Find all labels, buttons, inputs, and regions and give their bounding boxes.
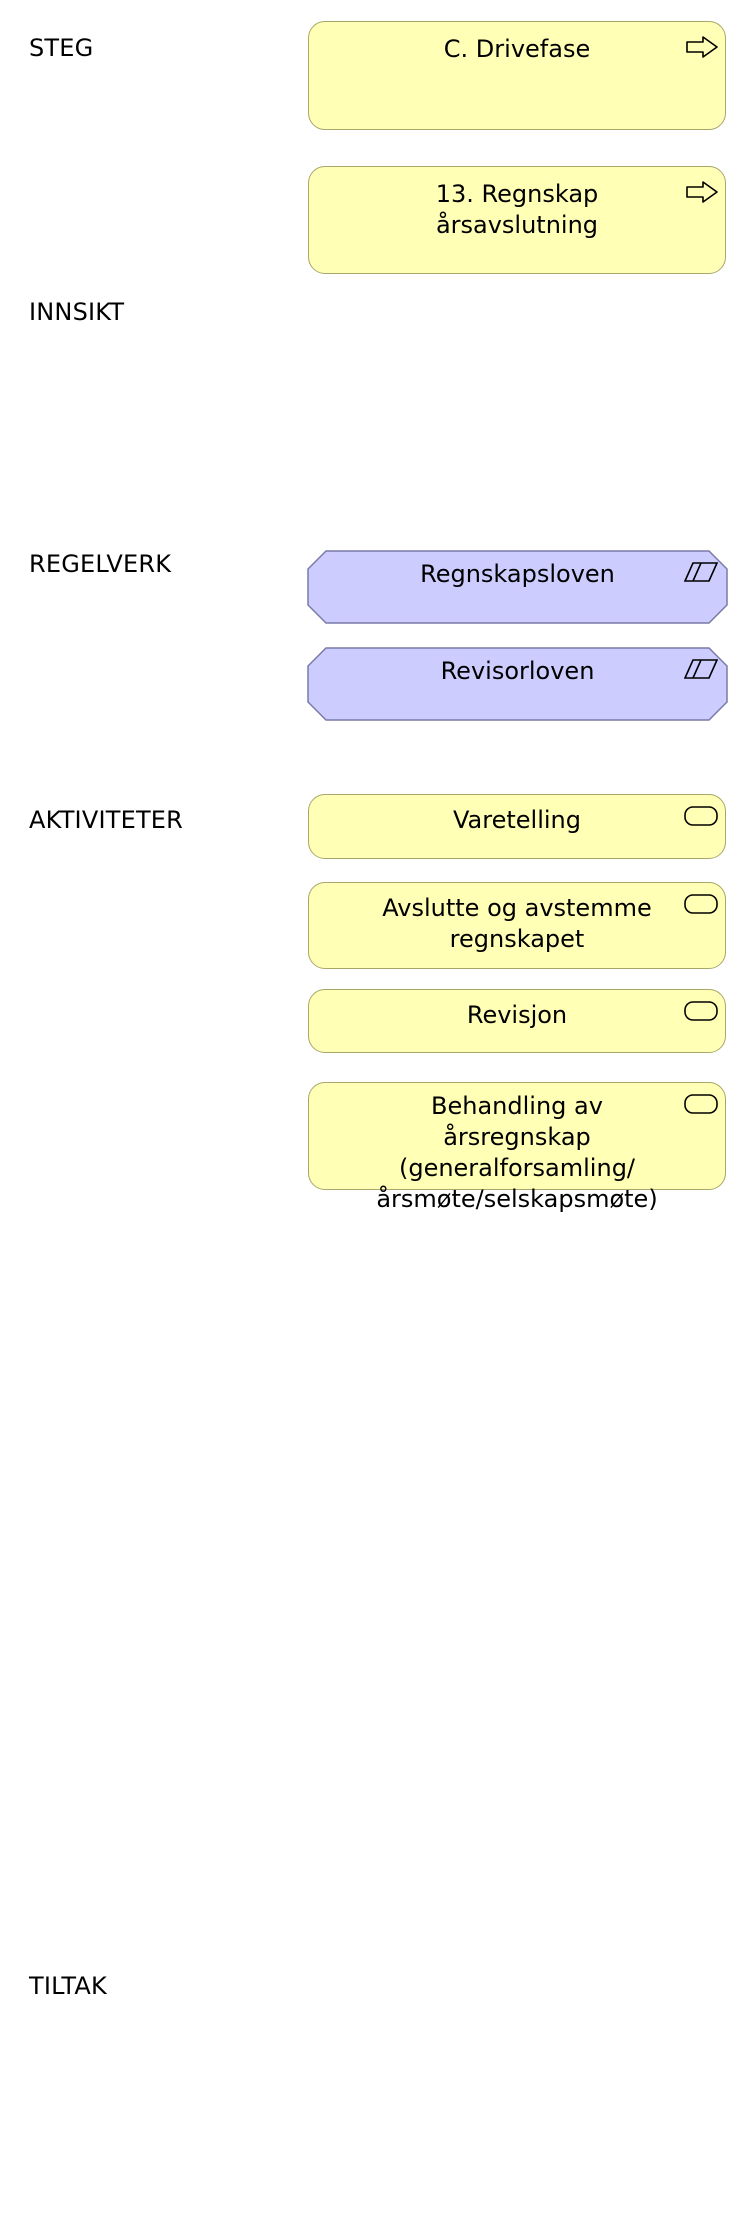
rounded-rect-icon — [684, 806, 718, 826]
parallelogram-icon — [684, 658, 718, 680]
section-label-regelverk: REGELVERK — [29, 550, 172, 578]
arrow-right-outline-icon — [686, 36, 718, 58]
activity-box-revisjon[interactable] — [308, 989, 726, 1053]
section-label-innsikt: INNSIKT — [29, 298, 125, 326]
activity-box-behandling-av-arsregnskap[interactable] — [308, 1082, 726, 1213]
section-label-steg: STEG — [29, 34, 94, 62]
step-label: C. Drivefase — [443, 35, 591, 63]
rounded-rect-icon — [684, 1094, 718, 1114]
step-box-drivefase[interactable] — [308, 21, 726, 130]
regulation-label: Regnskapsloven — [420, 560, 615, 588]
rounded-rect-icon — [684, 1001, 718, 1021]
activity-label: Varetelling — [453, 806, 581, 834]
arrow-right-outline-icon — [686, 181, 718, 203]
rounded-rect-icon — [684, 894, 718, 914]
step-box-regnskap-arsavslutning[interactable] — [308, 166, 726, 274]
step-label: 13. Regnskap årsavslutning — [435, 180, 599, 239]
regulation-label: Revisorloven — [440, 657, 595, 685]
parallelogram-icon — [684, 561, 718, 583]
activity-label: Behandling av årsregnskap (generalforsamling/ årsmøte/selskapsmøte) — [376, 1092, 658, 1213]
activity-label: Avslutte og avstemme regnskapet — [382, 894, 652, 953]
regulation-box-regnskapsloven[interactable] — [307, 550, 728, 624]
section-label-aktiviteter: AKTIVITETER — [29, 806, 184, 834]
regulation-box-revisorloven[interactable] — [307, 647, 728, 721]
activity-box-avslutte-og-avstemme[interactable] — [308, 882, 726, 969]
section-label-tiltak: TILTAK — [29, 1972, 107, 2000]
activity-box-varetelling[interactable] — [308, 794, 726, 859]
activity-label: Revisjon — [466, 1001, 568, 1029]
